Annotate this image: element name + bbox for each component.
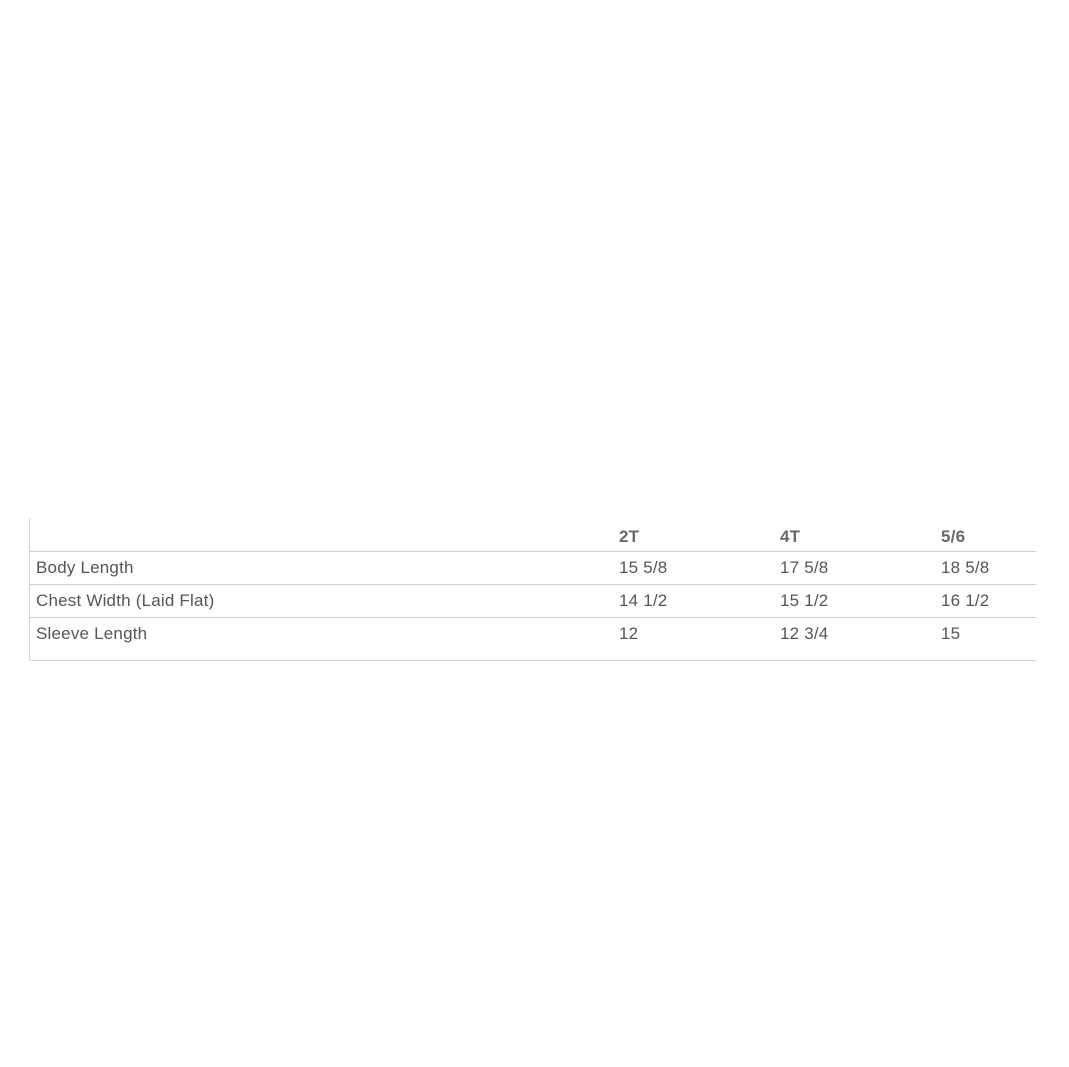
column-header-4t: 4T [774, 518, 935, 551]
table-row [30, 617, 1036, 650]
row-label: Body Length [30, 551, 613, 584]
table-row [30, 584, 1036, 617]
cell-2t: 12 [619, 623, 639, 643]
cell-5-6: 18 5/8 [935, 551, 1036, 584]
column-header-measurement [30, 518, 613, 551]
cell-4t: 12 3/4 [780, 623, 829, 643]
row-label: Chest Width (Laid Flat) [30, 584, 613, 617]
cell-2t: 14 1/2 [613, 584, 774, 617]
row-label: Sleeve Length [36, 623, 148, 643]
table-header-row [30, 518, 1036, 551]
size-chart-table [30, 518, 1036, 650]
cell-5-6: 16 1/2 [935, 584, 1036, 617]
cell-4t: 15 1/2 [774, 584, 935, 617]
table-row [30, 551, 1036, 584]
cell-4t: 17 5/8 [774, 551, 935, 584]
column-header-2t: 2T [613, 518, 774, 551]
cell-5-6: 15 [941, 623, 961, 643]
cell-2t: 15 5/8 [613, 551, 774, 584]
size-chart [29, 518, 1036, 661]
column-header-5-6: 5/6 [935, 518, 1036, 551]
